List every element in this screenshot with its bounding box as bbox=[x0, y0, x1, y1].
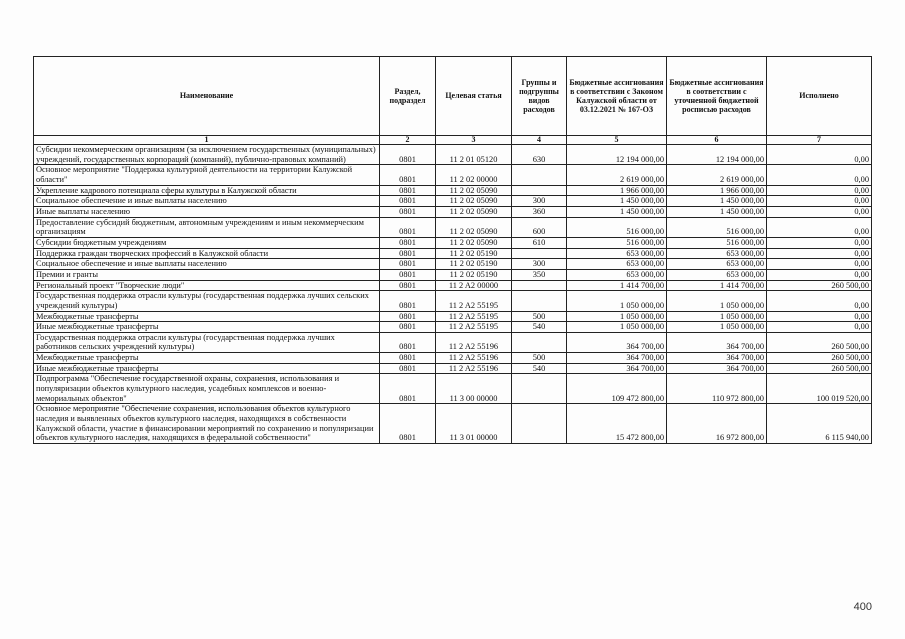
row-law-allocation: 364 700,00 bbox=[567, 363, 667, 374]
row-name: Подпрограмма "Обеспечение государственной охраны, сохранения, использования и популяризации объектов культурного наследия, усадебных комплексов и военно-мемориальных объектов" bbox=[34, 374, 380, 404]
row-section: 0801 bbox=[380, 311, 436, 322]
row-section: 0801 bbox=[380, 280, 436, 291]
row-section: 0801 bbox=[380, 237, 436, 248]
row-name: Субсидии некоммерческим организациям (за исключением государственных (муниципальных) учреждений, государственных корпораций (компаний), публично-правовых компаний) bbox=[34, 145, 380, 165]
row-expense-group bbox=[512, 374, 567, 404]
row-refined-allocation: 12 194 000,00 bbox=[667, 145, 767, 165]
row-refined-allocation: 653 000,00 bbox=[667, 259, 767, 270]
table-row bbox=[34, 332, 872, 352]
row-refined-allocation: 364 700,00 bbox=[667, 353, 767, 364]
row-name: Субсидии бюджетным учреждениям bbox=[34, 237, 380, 248]
row-target-article: 11 2 A2 55196 bbox=[436, 332, 512, 352]
row-expense-group bbox=[512, 248, 567, 259]
row-target-article: 11 2 02 05090 bbox=[436, 237, 512, 248]
row-executed: 6 115 940,00 bbox=[767, 404, 872, 444]
row-refined-allocation: 516 000,00 bbox=[667, 237, 767, 248]
row-expense-group: 600 bbox=[512, 217, 567, 237]
row-expense-group: 360 bbox=[512, 206, 567, 217]
row-law-allocation: 516 000,00 bbox=[567, 237, 667, 248]
row-target-article: 11 2 A2 55196 bbox=[436, 363, 512, 374]
row-name: Социальное обеспечение и иные выплаты населению bbox=[34, 196, 380, 207]
row-law-allocation: 653 000,00 bbox=[567, 248, 667, 259]
table-row bbox=[34, 248, 872, 259]
row-target-article: 11 2 02 05190 bbox=[436, 259, 512, 270]
row-section: 0801 bbox=[380, 404, 436, 444]
row-name: Иные выплаты населению bbox=[34, 206, 380, 217]
table-row bbox=[34, 322, 872, 333]
row-refined-allocation: 653 000,00 bbox=[667, 269, 767, 280]
row-law-allocation: 1 450 000,00 bbox=[567, 196, 667, 207]
row-expense-group: 540 bbox=[512, 322, 567, 333]
column-number: 6 bbox=[667, 136, 767, 145]
row-law-allocation: 653 000,00 bbox=[567, 269, 667, 280]
row-law-allocation: 1 414 700,00 bbox=[567, 280, 667, 291]
table-row bbox=[34, 196, 872, 207]
row-executed: 0,00 bbox=[767, 165, 872, 185]
row-section: 0801 bbox=[380, 374, 436, 404]
row-executed: 100 019 520,00 bbox=[767, 374, 872, 404]
table-row bbox=[34, 311, 872, 322]
row-section: 0801 bbox=[380, 291, 436, 311]
row-name: Премии и гранты bbox=[34, 269, 380, 280]
header-groups: Группы и подгруппы видов расходов bbox=[512, 57, 567, 136]
row-executed: 0,00 bbox=[767, 322, 872, 333]
row-refined-allocation: 1 450 000,00 bbox=[667, 206, 767, 217]
row-section: 0801 bbox=[380, 248, 436, 259]
table-row bbox=[34, 269, 872, 280]
row-refined-allocation: 16 972 800,00 bbox=[667, 404, 767, 444]
row-section: 0801 bbox=[380, 165, 436, 185]
row-section: 0801 bbox=[380, 217, 436, 237]
row-executed: 260 500,00 bbox=[767, 332, 872, 352]
row-law-allocation: 1 450 000,00 bbox=[567, 206, 667, 217]
table-row bbox=[34, 404, 872, 444]
row-expense-group bbox=[512, 291, 567, 311]
row-name: Государственная поддержка отрасли культуры (государственная поддержка лучших сельских учреждений культуры) bbox=[34, 291, 380, 311]
row-name: Предоставление субсидий бюджетным, автономным учреждениям и иным некоммерческим организациям bbox=[34, 217, 380, 237]
row-executed: 0,00 bbox=[767, 291, 872, 311]
row-refined-allocation: 1 050 000,00 bbox=[667, 322, 767, 333]
row-target-article: 11 2 A2 55196 bbox=[436, 353, 512, 364]
row-law-allocation: 1 966 000,00 bbox=[567, 185, 667, 196]
page-number: 400 bbox=[853, 601, 872, 613]
row-refined-allocation: 653 000,00 bbox=[667, 248, 767, 259]
row-executed: 0,00 bbox=[767, 311, 872, 322]
row-section: 0801 bbox=[380, 332, 436, 352]
table-row bbox=[34, 353, 872, 364]
column-number: 2 bbox=[380, 136, 436, 145]
row-target-article: 11 2 02 05090 bbox=[436, 196, 512, 207]
row-expense-group bbox=[512, 165, 567, 185]
row-expense-group: 300 bbox=[512, 196, 567, 207]
row-section: 0801 bbox=[380, 196, 436, 207]
row-executed: 0,00 bbox=[767, 259, 872, 270]
column-number-row bbox=[34, 136, 872, 145]
row-section: 0801 bbox=[380, 269, 436, 280]
row-expense-group bbox=[512, 404, 567, 444]
row-section: 0801 bbox=[380, 206, 436, 217]
table-row bbox=[34, 280, 872, 291]
row-refined-allocation: 364 700,00 bbox=[667, 332, 767, 352]
row-expense-group: 300 bbox=[512, 259, 567, 270]
table-row bbox=[34, 291, 872, 311]
table-row bbox=[34, 363, 872, 374]
header-target: Целевая статья bbox=[436, 57, 512, 136]
table-row bbox=[34, 217, 872, 237]
row-refined-allocation: 1 450 000,00 bbox=[667, 196, 767, 207]
row-target-article: 11 2 A2 55195 bbox=[436, 291, 512, 311]
row-target-article: 11 2 02 05090 bbox=[436, 185, 512, 196]
row-law-allocation: 12 194 000,00 bbox=[567, 145, 667, 165]
table-row bbox=[34, 185, 872, 196]
row-law-allocation: 516 000,00 bbox=[567, 217, 667, 237]
row-executed: 260 500,00 bbox=[767, 353, 872, 364]
row-target-article: 11 2 01 05120 bbox=[436, 145, 512, 165]
column-number: 5 bbox=[567, 136, 667, 145]
row-section: 0801 bbox=[380, 353, 436, 364]
row-executed: 0,00 bbox=[767, 248, 872, 259]
row-target-article: 11 3 00 00000 bbox=[436, 374, 512, 404]
row-section: 0801 bbox=[380, 145, 436, 165]
row-section: 0801 bbox=[380, 322, 436, 333]
row-refined-allocation: 516 000,00 bbox=[667, 217, 767, 237]
row-executed: 0,00 bbox=[767, 237, 872, 248]
row-target-article: 11 2 02 05090 bbox=[436, 206, 512, 217]
row-executed: 0,00 bbox=[767, 185, 872, 196]
header-law: Бюджетные ассигнования в соответствии с Законом Калужской области от 03.12.2021 № 167-ОЗ bbox=[567, 57, 667, 136]
row-target-article: 11 2 A2 55195 bbox=[436, 322, 512, 333]
row-law-allocation: 15 472 800,00 bbox=[567, 404, 667, 444]
row-executed: 0,00 bbox=[767, 196, 872, 207]
table-row bbox=[34, 206, 872, 217]
row-law-allocation: 1 050 000,00 bbox=[567, 322, 667, 333]
row-expense-group bbox=[512, 280, 567, 291]
row-name: Укрепление кадрового потенциала сферы культуры в Калужской области bbox=[34, 185, 380, 196]
row-executed: 0,00 bbox=[767, 269, 872, 280]
table-header-row bbox=[34, 57, 872, 136]
row-section: 0801 bbox=[380, 363, 436, 374]
row-refined-allocation: 2 619 000,00 bbox=[667, 165, 767, 185]
table-row bbox=[34, 374, 872, 404]
row-name: Основное мероприятие "Поддержка культурной деятельности на территории Калужской области" bbox=[34, 165, 380, 185]
table-row bbox=[34, 237, 872, 248]
column-number: 4 bbox=[512, 136, 567, 145]
row-executed: 260 500,00 bbox=[767, 363, 872, 374]
row-expense-group bbox=[512, 185, 567, 196]
row-target-article: 11 2 02 05190 bbox=[436, 269, 512, 280]
header-refined: Бюджетные ассигнования в соответствии с уточненной бюджетной росписью расходов bbox=[667, 57, 767, 136]
row-law-allocation: 2 619 000,00 bbox=[567, 165, 667, 185]
row-executed: 0,00 bbox=[767, 145, 872, 165]
row-name: Иные межбюджетные трансферты bbox=[34, 322, 380, 333]
row-expense-group: 500 bbox=[512, 311, 567, 322]
row-target-article: 11 3 01 00000 bbox=[436, 404, 512, 444]
row-expense-group: 350 bbox=[512, 269, 567, 280]
row-expense-group: 540 bbox=[512, 363, 567, 374]
header-executed: Исполнено bbox=[767, 57, 872, 136]
row-name: Поддержка граждан творческих профессий в Калужской области bbox=[34, 248, 380, 259]
row-law-allocation: 653 000,00 bbox=[567, 259, 667, 270]
row-target-article: 11 2 02 05090 bbox=[436, 217, 512, 237]
row-expense-group: 500 bbox=[512, 353, 567, 364]
row-expense-group bbox=[512, 332, 567, 352]
row-section: 0801 bbox=[380, 259, 436, 270]
row-name: Государственная поддержка отрасли культуры (государственная поддержка лучших работников сельских учреждений культуры) bbox=[34, 332, 380, 352]
row-executed: 260 500,00 bbox=[767, 280, 872, 291]
row-section: 0801 bbox=[380, 185, 436, 196]
row-refined-allocation: 1 050 000,00 bbox=[667, 291, 767, 311]
row-executed: 0,00 bbox=[767, 217, 872, 237]
row-refined-allocation: 364 700,00 bbox=[667, 363, 767, 374]
row-law-allocation: 364 700,00 bbox=[567, 332, 667, 352]
row-name: Межбюджетные трансферты bbox=[34, 353, 380, 364]
budget-table bbox=[33, 56, 872, 444]
row-refined-allocation: 1 414 700,00 bbox=[667, 280, 767, 291]
table-row bbox=[34, 259, 872, 270]
row-name: Основное мероприятие "Обеспечение сохранения, использования объектов культурного наследия и выявленных объектов культурного наследия, находящихся в собственности Калужской области, участие в финансировании мероприятий по сохранению и популяризации объектов культурного наследия, находящихся в федеральной собственности" bbox=[34, 404, 380, 444]
column-number: 1 bbox=[34, 136, 380, 145]
column-number: 7 bbox=[767, 136, 872, 145]
header-section: Раздел, подраздел bbox=[380, 57, 436, 136]
row-law-allocation: 1 050 000,00 bbox=[567, 291, 667, 311]
column-number: 3 bbox=[436, 136, 512, 145]
row-refined-allocation: 1 050 000,00 bbox=[667, 311, 767, 322]
row-target-article: 11 2 02 05190 bbox=[436, 248, 512, 259]
header-name: Наименование bbox=[34, 57, 380, 136]
row-name: Социальное обеспечение и иные выплаты населению bbox=[34, 259, 380, 270]
row-law-allocation: 109 472 800,00 bbox=[567, 374, 667, 404]
row-target-article: 11 2 A2 55195 bbox=[436, 311, 512, 322]
table-row bbox=[34, 145, 872, 165]
row-law-allocation: 364 700,00 bbox=[567, 353, 667, 364]
row-name: Межбюджетные трансферты bbox=[34, 311, 380, 322]
table-row bbox=[34, 165, 872, 185]
row-refined-allocation: 110 972 800,00 bbox=[667, 374, 767, 404]
row-target-article: 11 2 A2 00000 bbox=[436, 280, 512, 291]
row-name: Иные межбюджетные трансферты bbox=[34, 363, 380, 374]
row-law-allocation: 1 050 000,00 bbox=[567, 311, 667, 322]
row-target-article: 11 2 02 00000 bbox=[436, 165, 512, 185]
row-name: Региональный проект "Творческие люди" bbox=[34, 280, 380, 291]
row-refined-allocation: 1 966 000,00 bbox=[667, 185, 767, 196]
row-executed: 0,00 bbox=[767, 206, 872, 217]
row-expense-group: 630 bbox=[512, 145, 567, 165]
row-expense-group: 610 bbox=[512, 237, 567, 248]
